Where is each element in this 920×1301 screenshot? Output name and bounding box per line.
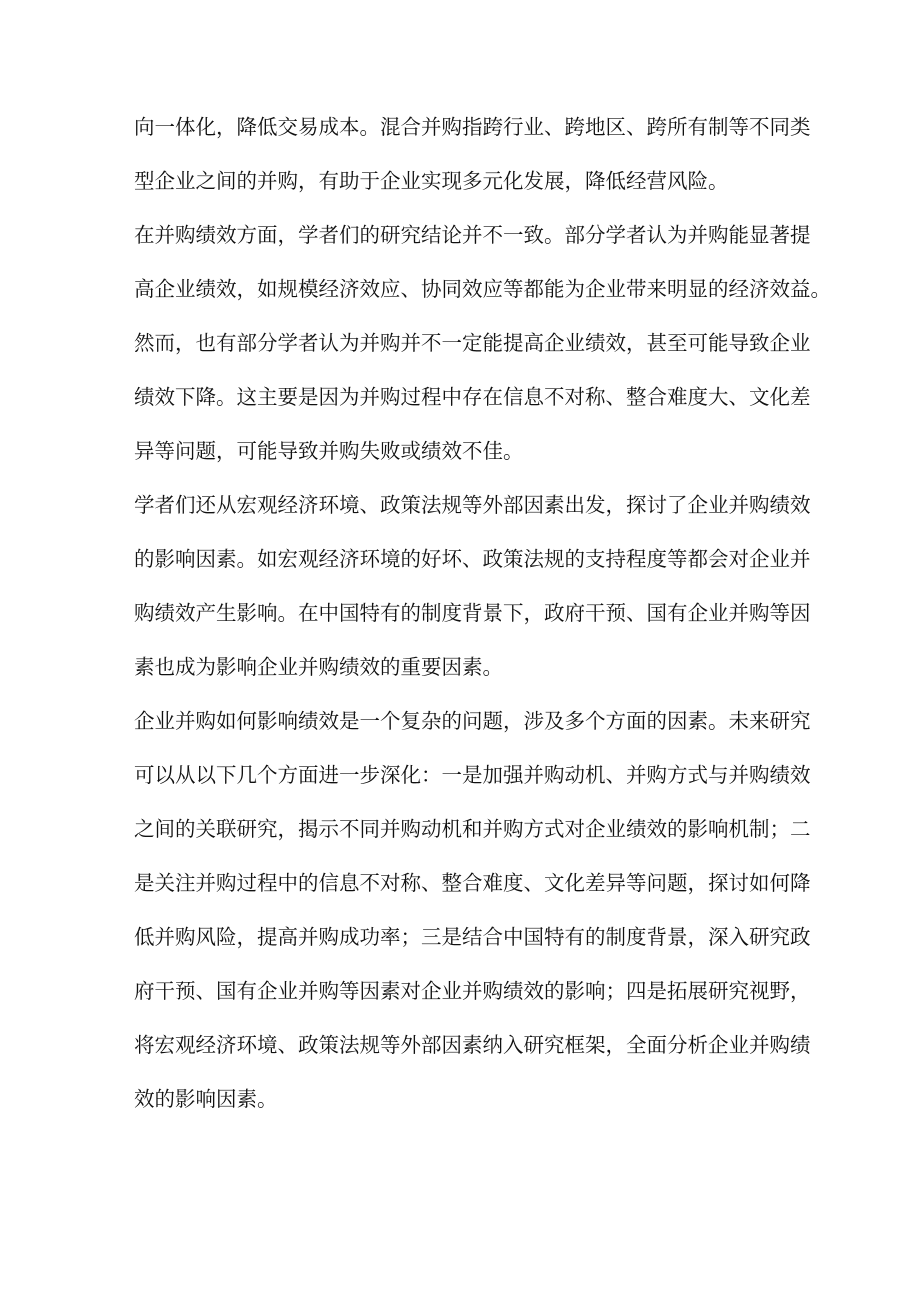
paragraph-4 bbox=[134, 694, 811, 1126]
text-line: 绩效下降。这主要是因为并购过程中存在信息不对称、整合难度大、文化差 bbox=[134, 385, 811, 409]
text-line: 向一体化，降低交易成本。混合并购指跨行业、跨地区、跨所有制等不同类 bbox=[134, 115, 811, 139]
paragraph-1 bbox=[134, 100, 811, 208]
text-line: 购绩效产生影响。在中国特有的制度背景下，政府干预、国有企业并购等因 bbox=[134, 601, 811, 625]
text-line: 之间的关联研究，揭示不同并购动机和并购方式对企业绩效的影响机制；二 bbox=[134, 817, 811, 841]
text-line: 低并购风险，提高并购成功率；三是结合中国特有的制度背景，深入研究政 bbox=[134, 925, 811, 949]
text-line: 企业并购如何影响绩效是一个复杂的问题，涉及多个方面的因素。未来研究 bbox=[134, 709, 811, 733]
text-line: 可以从以下几个方面进一步深化：一是加强并购动机、并购方式与并购绩效 bbox=[134, 763, 811, 787]
text-line: 府干预、国有企业并购等因素对企业并购绩效的影响；四是拓展研究视野， bbox=[134, 979, 811, 1003]
text-line: 然而，也有部分学者认为并购并不一定能提高企业绩效，甚至可能导致企业 bbox=[134, 331, 811, 355]
text-line: 在并购绩效方面，学者们的研究结论并不一致。部分学者认为并购能显著提 bbox=[134, 223, 811, 247]
text-line: 是关注并购过程中的信息不对称、整合难度、文化差异等问题，探讨如何降 bbox=[134, 871, 811, 895]
text-line: 素也成为影响企业并购绩效的重要因素。 bbox=[134, 655, 503, 679]
text-line: 效的影响因素。 bbox=[134, 1087, 278, 1111]
text-line: 异等问题，可能导致并购失败或绩效不佳。 bbox=[134, 439, 524, 463]
text-line: 高企业绩效，如规模经济效应、协同效应等都能为企业带来明显的经济效益。 bbox=[134, 277, 831, 301]
body-text bbox=[134, 100, 831, 1126]
paragraph-2 bbox=[134, 208, 831, 478]
paragraph-3 bbox=[134, 478, 811, 694]
text-line: 型企业之间的并购，有助于企业实现多元化发展，降低经营风险。 bbox=[134, 169, 729, 193]
text-line: 的影响因素。如宏观经济环境的好坏、政策法规的支持程度等都会对企业并 bbox=[134, 547, 811, 571]
text-line: 将宏观经济环境、政策法规等外部因素纳入研究框架，全面分析企业并购绩 bbox=[134, 1033, 811, 1057]
text-line: 学者们还从宏观经济环境、政策法规等外部因素出发，探讨了企业并购绩效 bbox=[134, 493, 811, 517]
